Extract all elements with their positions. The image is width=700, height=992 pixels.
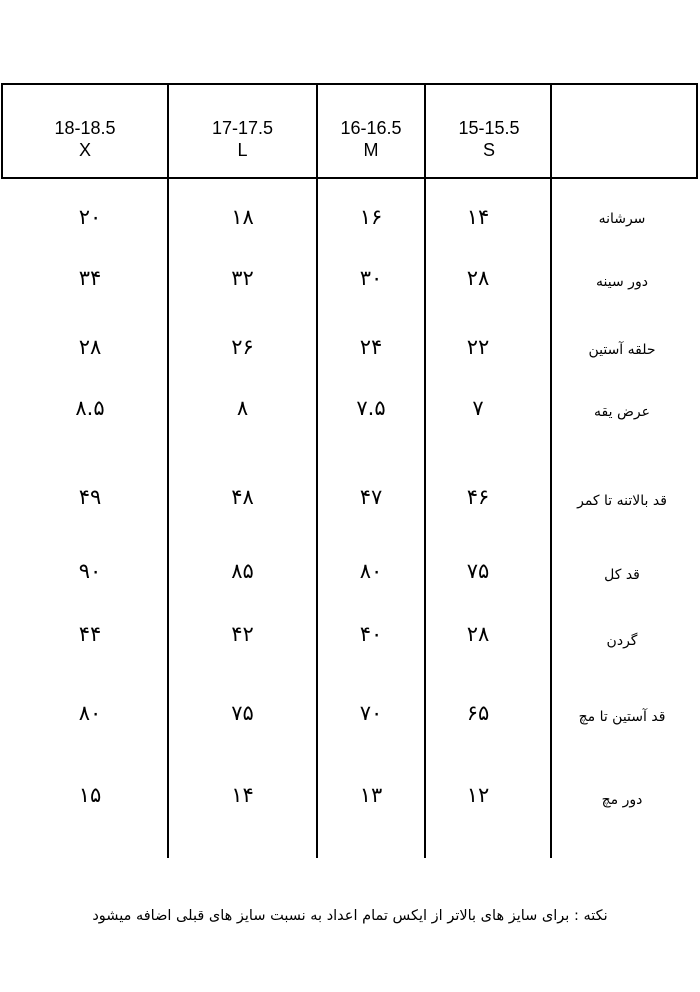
row-label: قد کل bbox=[604, 567, 640, 583]
table-cell: ۸۰ bbox=[359, 559, 383, 583]
row-label: قد آستین تا مچ bbox=[578, 709, 666, 725]
header-size: S bbox=[482, 140, 495, 160]
row-label: عرض یقه bbox=[594, 404, 650, 420]
table-cell: ۴۲ bbox=[231, 622, 254, 646]
row-label: گردن bbox=[606, 633, 638, 649]
table-cell: ۴۹ bbox=[78, 485, 102, 509]
table-cell: ۴۴ bbox=[78, 622, 102, 646]
table-cell: ۷۵ bbox=[466, 559, 490, 583]
table-cell: ۸ bbox=[236, 396, 249, 420]
table-cell: ۴۶ bbox=[466, 485, 490, 509]
table-cell: ۱۴ bbox=[466, 205, 490, 229]
table-cell: ۴۸ bbox=[231, 485, 254, 509]
table-cell: ۱۲ bbox=[466, 783, 490, 807]
row-label: دور سینه bbox=[596, 274, 648, 290]
table-cell: ۸۵ bbox=[231, 559, 254, 583]
row-label: دور مچ bbox=[601, 792, 643, 808]
header-size: L bbox=[237, 140, 248, 160]
column-divider bbox=[316, 83, 318, 858]
column-divider bbox=[550, 83, 552, 858]
table-cell: ۱۶ bbox=[359, 205, 383, 229]
table-cell: ۴۰ bbox=[359, 622, 383, 646]
table-cell: ۲۴ bbox=[359, 335, 383, 359]
row-label: قد بالاتنه تا کمر bbox=[577, 493, 667, 509]
table-cell: ۴۷ bbox=[359, 485, 383, 509]
table-cell: ۲۰ bbox=[78, 205, 102, 229]
table-cell: ۱۴ bbox=[231, 783, 254, 807]
header-cell-x bbox=[3, 117, 167, 161]
header-size: X bbox=[78, 140, 91, 160]
table-cell: ۸۰ bbox=[78, 701, 102, 725]
table-cell: ۲۸ bbox=[466, 622, 490, 646]
header-cell-l bbox=[169, 117, 316, 161]
table-cell: ۸.۵ bbox=[75, 396, 105, 420]
table-cell: ۳۴ bbox=[78, 266, 102, 290]
header-range: 15-15.5 bbox=[458, 118, 520, 138]
table-cell: ۶۵ bbox=[466, 701, 490, 725]
footnote: نکته : برای سایز های بالاتر از ایکس تمام اعداد به نسبت سایز های قبلی اضافه میشود bbox=[92, 908, 608, 924]
table-cell: ۲۶ bbox=[231, 335, 254, 359]
column-divider bbox=[424, 83, 426, 858]
table-cell: ۷۵ bbox=[231, 701, 254, 725]
header-size: M bbox=[363, 140, 379, 160]
column-divider bbox=[167, 83, 169, 858]
table-cell: ۳۲ bbox=[231, 266, 254, 290]
table-cell: ۳۰ bbox=[359, 266, 383, 290]
table-cell: ۱۵ bbox=[78, 783, 102, 807]
table-cell: ۷ bbox=[472, 396, 484, 420]
table-cell: ۷.۵ bbox=[356, 396, 386, 420]
header-cell-m bbox=[318, 117, 424, 161]
table-cell: ۱۳ bbox=[359, 783, 383, 807]
table-cell: ۲۸ bbox=[466, 266, 490, 290]
table-cell: ۷۰ bbox=[359, 701, 383, 725]
header-range: 16-16.5 bbox=[340, 118, 402, 138]
header-cell-s bbox=[428, 117, 550, 161]
header-range: 17-17.5 bbox=[211, 118, 274, 138]
table-cell: ۹۰ bbox=[78, 559, 102, 583]
header-range: 18-18.5 bbox=[54, 118, 116, 138]
row-label: سرشانه bbox=[598, 211, 646, 227]
table-cell: ۲۸ bbox=[78, 335, 102, 359]
row-label: حلقه آستین bbox=[588, 342, 656, 358]
table-cell: ۲۲ bbox=[466, 335, 490, 359]
table-cell: ۱۸ bbox=[231, 205, 254, 229]
